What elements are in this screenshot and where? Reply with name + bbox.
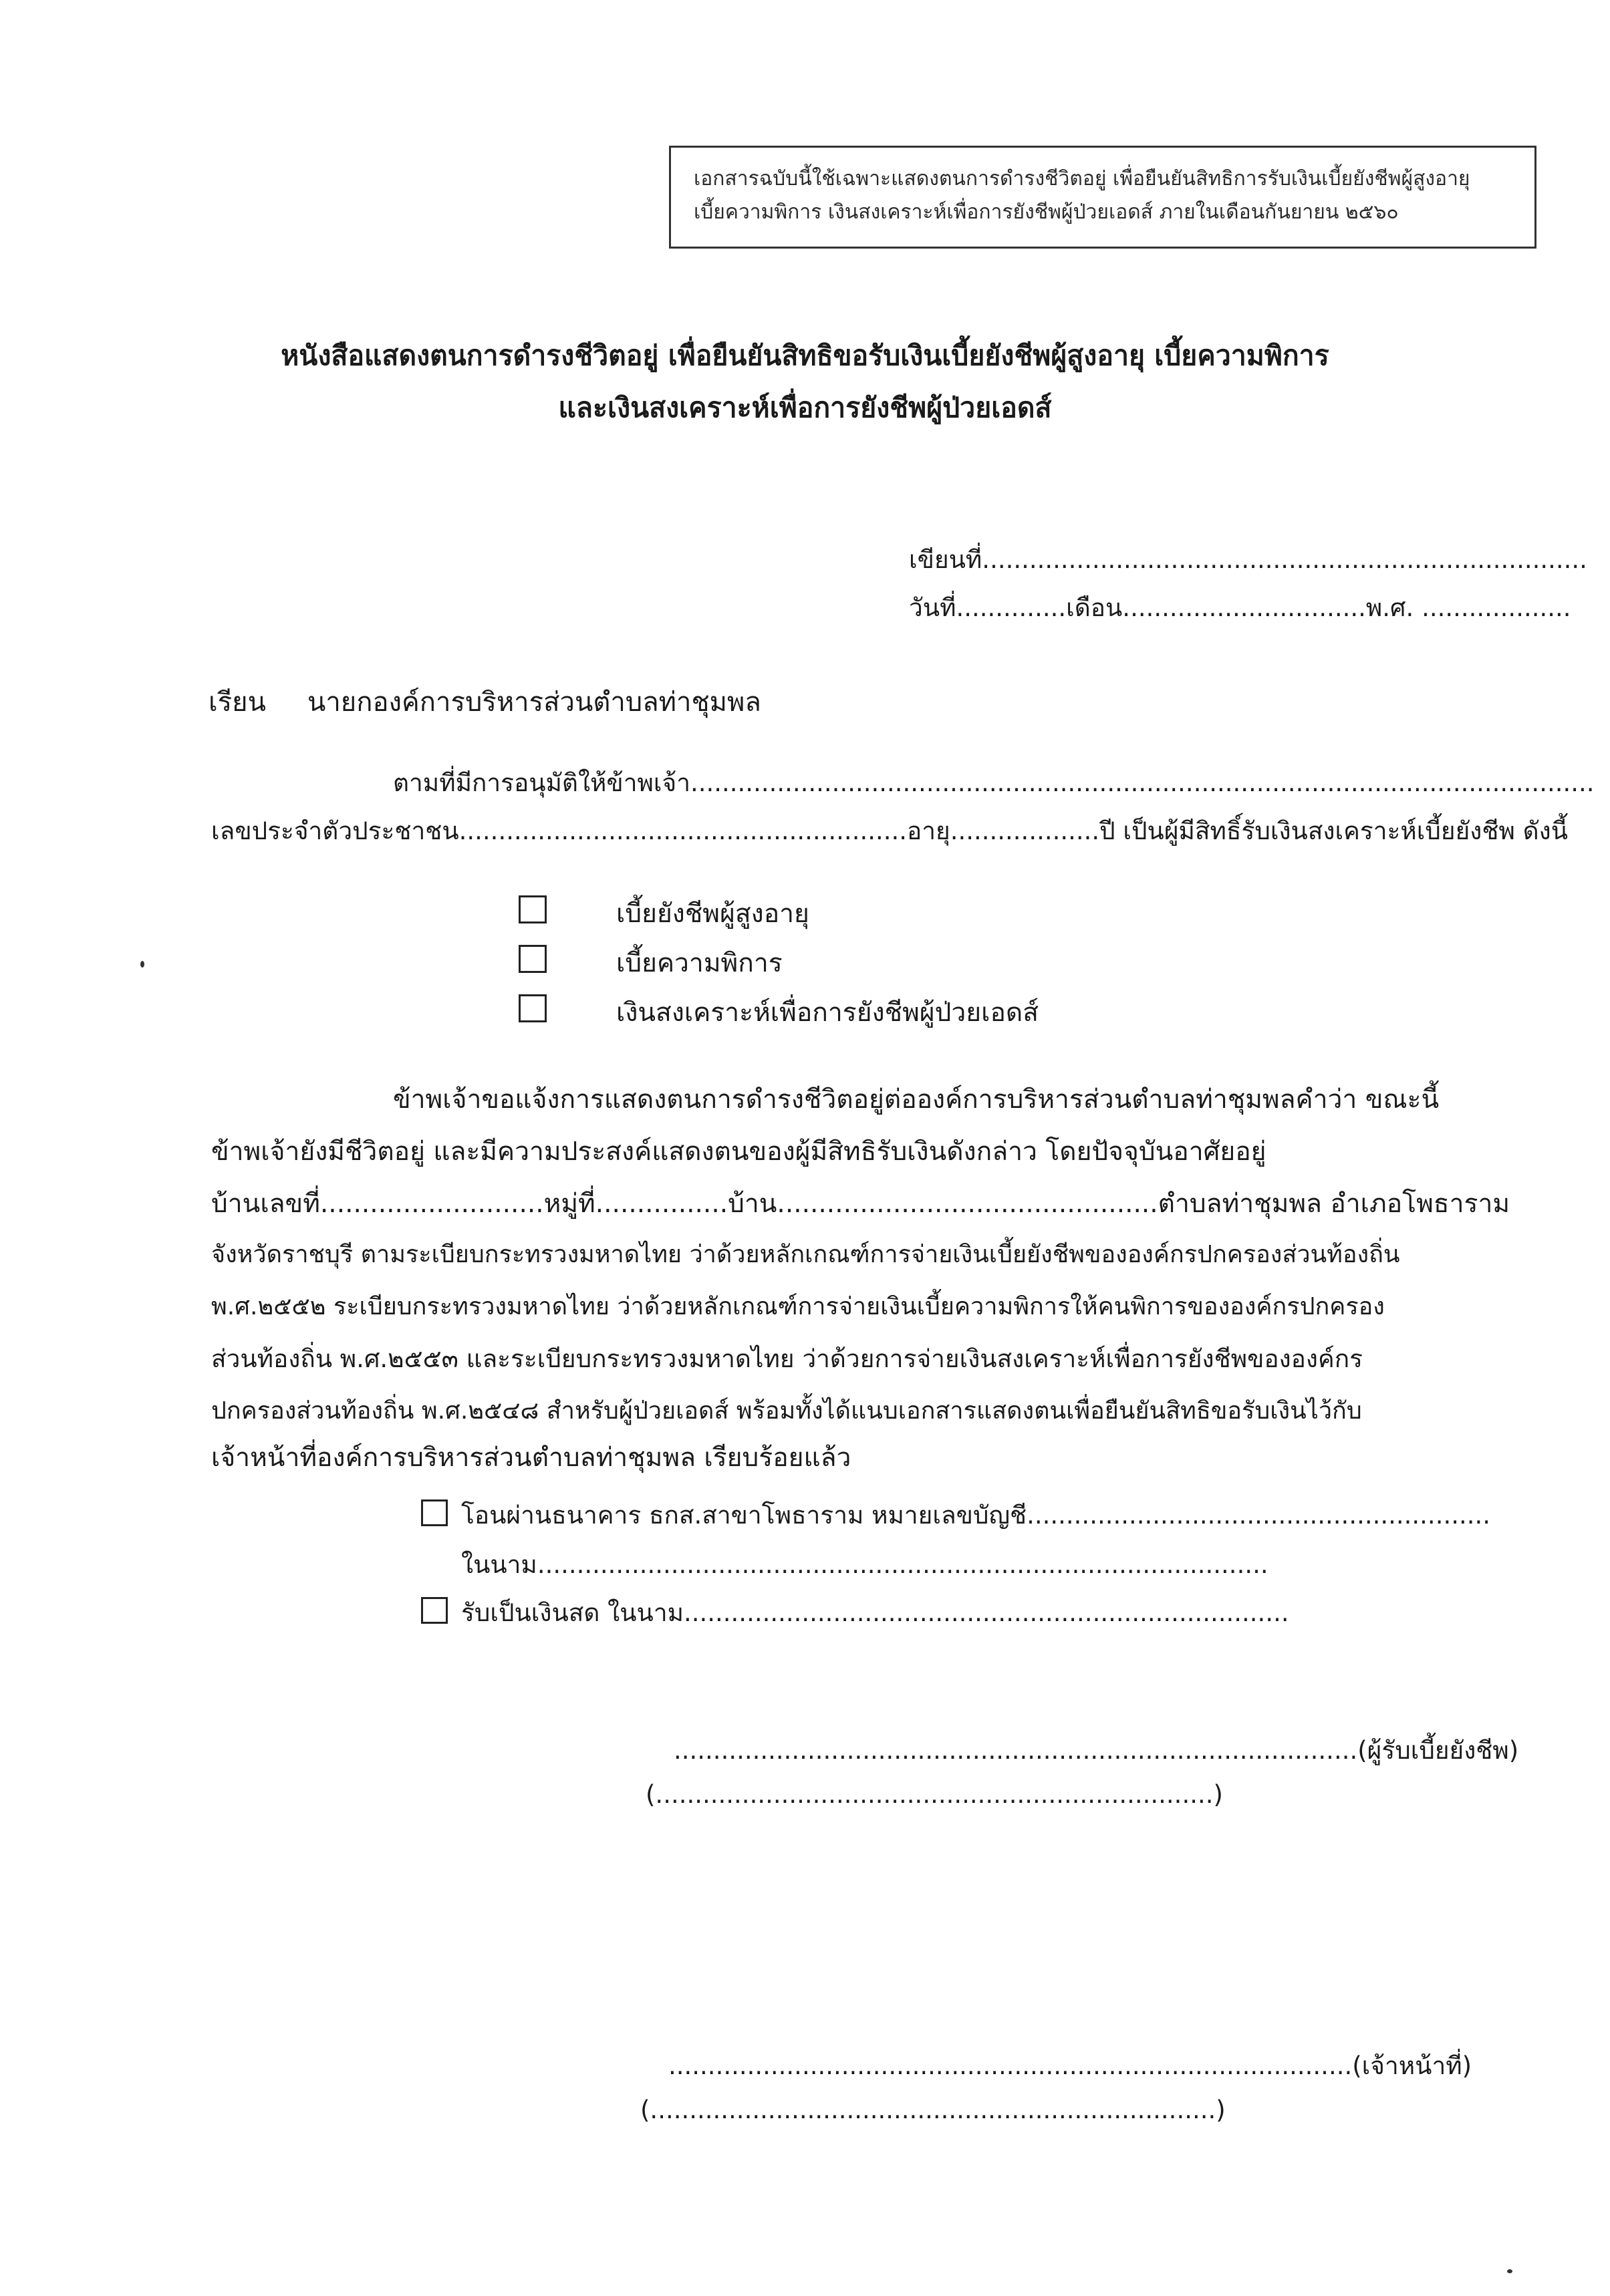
payment-cash-field[interactable]: รับเป็นเงินสด ในนาม............................................................................. bbox=[461, 1598, 1289, 1627]
applicant-name-field[interactable]: ตามที่มีการอนุมัติให้ข้าพเจ้า................................................................................................................... bbox=[393, 768, 1595, 797]
option-checkbox-disability[interactable] bbox=[519, 945, 547, 973]
date-field[interactable]: วันที่..............เดือน...............................พ.ศ. ................... bbox=[909, 593, 1571, 622]
document-title-line-2: และเงินสงเคราะห์เพื่อการยังชีพผู้ป่วยเอดส์ bbox=[558, 392, 1052, 424]
option-label-aids: เงินสงเคราะห์เพื่อการยังชีพผู้ป่วยเอดส์ bbox=[616, 998, 1039, 1028]
officer-printed-name[interactable]: (........................................................................) bbox=[640, 2096, 1226, 2124]
notice-line-1: เอกสารฉบับนี้ใช้เฉพาะแสดงตนการดำรงชีวิตอยู่ เพื่อยืนยันสิทธิการรับเงินเบี้ยยังชีพผู้สูงอายุ bbox=[694, 167, 1470, 190]
recipient-printed-name[interactable]: (.......................................................................) bbox=[646, 1780, 1223, 1809]
notice-box bbox=[669, 146, 1536, 249]
option-label-elderly: เบี้ยยังชีพผู้สูงอายุ bbox=[616, 899, 809, 929]
body-line-8: เจ้าหน้าที่องค์การบริหารส่วนตำบลท่าชุมพล เรียบร้อยแล้ว bbox=[211, 1443, 851, 1473]
scan-speck bbox=[140, 961, 144, 968]
payment-transfer-field[interactable]: โอนผ่านธนาคาร ธกส.สาขาโพธาราม หมายเลขบัญชี........................................................... bbox=[461, 1501, 1491, 1530]
body-line-3-address[interactable]: บ้านเลขที่...........................หมู่ที่................บ้าน..............................................ตำบลท่าชุมพล อำเภอโพธาราม bbox=[211, 1189, 1510, 1219]
citizen-id-age-field[interactable]: เลขประจำตัวประชาชน.........................................................อายุ...................ปี เป็นผู้มีสิทธิ์รับเงินสงเคราะห์เบี้ยยังชีพ ดังนี้ bbox=[211, 817, 1568, 845]
document-title-line-1: หนังสือแสดงตนการดำรงชีวิตอยู่ เพื่อยืนยันสิทธิขอรับเงินเบี้ยยังชีพผู้สูงอายุ เบี้ยความพิการ bbox=[281, 339, 1329, 372]
payment-transfer-checkbox[interactable] bbox=[421, 1499, 448, 1526]
payment-cash-checkbox[interactable] bbox=[421, 1597, 448, 1624]
salutation-label: เรียน bbox=[209, 687, 266, 718]
salutation-recipient: นายกองค์การบริหารส่วนตำบลท่าชุมพล bbox=[307, 687, 761, 718]
written-at-field[interactable]: เขียนที่............................................................................. bbox=[909, 545, 1587, 574]
scan-speck bbox=[1507, 2269, 1512, 2273]
body-line-1: ข้าพเจ้าขอแจ้งการแสดงตนการดำรงชีวิตอยู่ต่อองค์การบริหารส่วนตำบลท่าชุมพลคำว่า ขณะนี้ bbox=[393, 1085, 1440, 1115]
body-line-7: ปกครองส่วนท้องถิ่น พ.ศ.๒๕๔๘ สำหรับผู้ป่วยเอดส์ พร้อมทั้งได้แนบเอกสารแสดงตนเพื่อยืนยันสิทธิขอรับเงินไว้กับ bbox=[211, 1397, 1362, 1425]
recipient-signature-line[interactable]: .......................................................................................(ผู้รับเบี้ยยังชีพ) bbox=[674, 1736, 1519, 1765]
payment-transfer-name-field[interactable]: ในนาม............................................................................................. bbox=[461, 1550, 1268, 1579]
officer-signature-line[interactable]: .......................................................................................(เจ้าหน้าที่) bbox=[668, 2051, 1472, 2080]
body-line-2: ข้าพเจ้ายังมีชีวิตอยู่ และมีความประสงค์แสดงตนของผู้มีสิทธิรับเงินดังกล่าว โดยปัจจุบันอาศัยอยู่ bbox=[211, 1137, 1266, 1167]
notice-line-2: เบี้ยความพิการ เงินสงเคราะห์เพื่อการยังชีพผู้ป่วยเอดส์ ภายในเดือนกันยายน ๒๕๖๐ bbox=[694, 200, 1399, 224]
body-line-6: ส่วนท้องถิ่น พ.ศ.๒๕๕๓ และระเบียบกระทรวงมหาดไทย ว่าด้วยการจ่ายเงินสงเคราะห์เพื่อการยังชีพขององค์กร bbox=[211, 1344, 1363, 1373]
option-checkbox-aids[interactable] bbox=[519, 994, 547, 1022]
option-checkbox-elderly[interactable] bbox=[519, 895, 547, 923]
body-line-5: พ.ศ.๒๕๕๒ ระเบียบกระทรวงมหาดไทย ว่าด้วยหลักเกณฑ์การจ่ายเงินเบี้ยความพิการให้คนพิการขององค์กรปกครอง bbox=[211, 1293, 1385, 1320]
option-label-disability: เบี้ยความพิการ bbox=[616, 948, 783, 978]
body-line-4: จังหวัดราชบุรี ตามระเบียบกระทรวงมหาดไทย ว่าด้วยหลักเกณฑ์การจ่ายเงินเบี้ยยังชีพขององค์กรปกครองส่วนท้องถิ่น bbox=[211, 1241, 1400, 1268]
